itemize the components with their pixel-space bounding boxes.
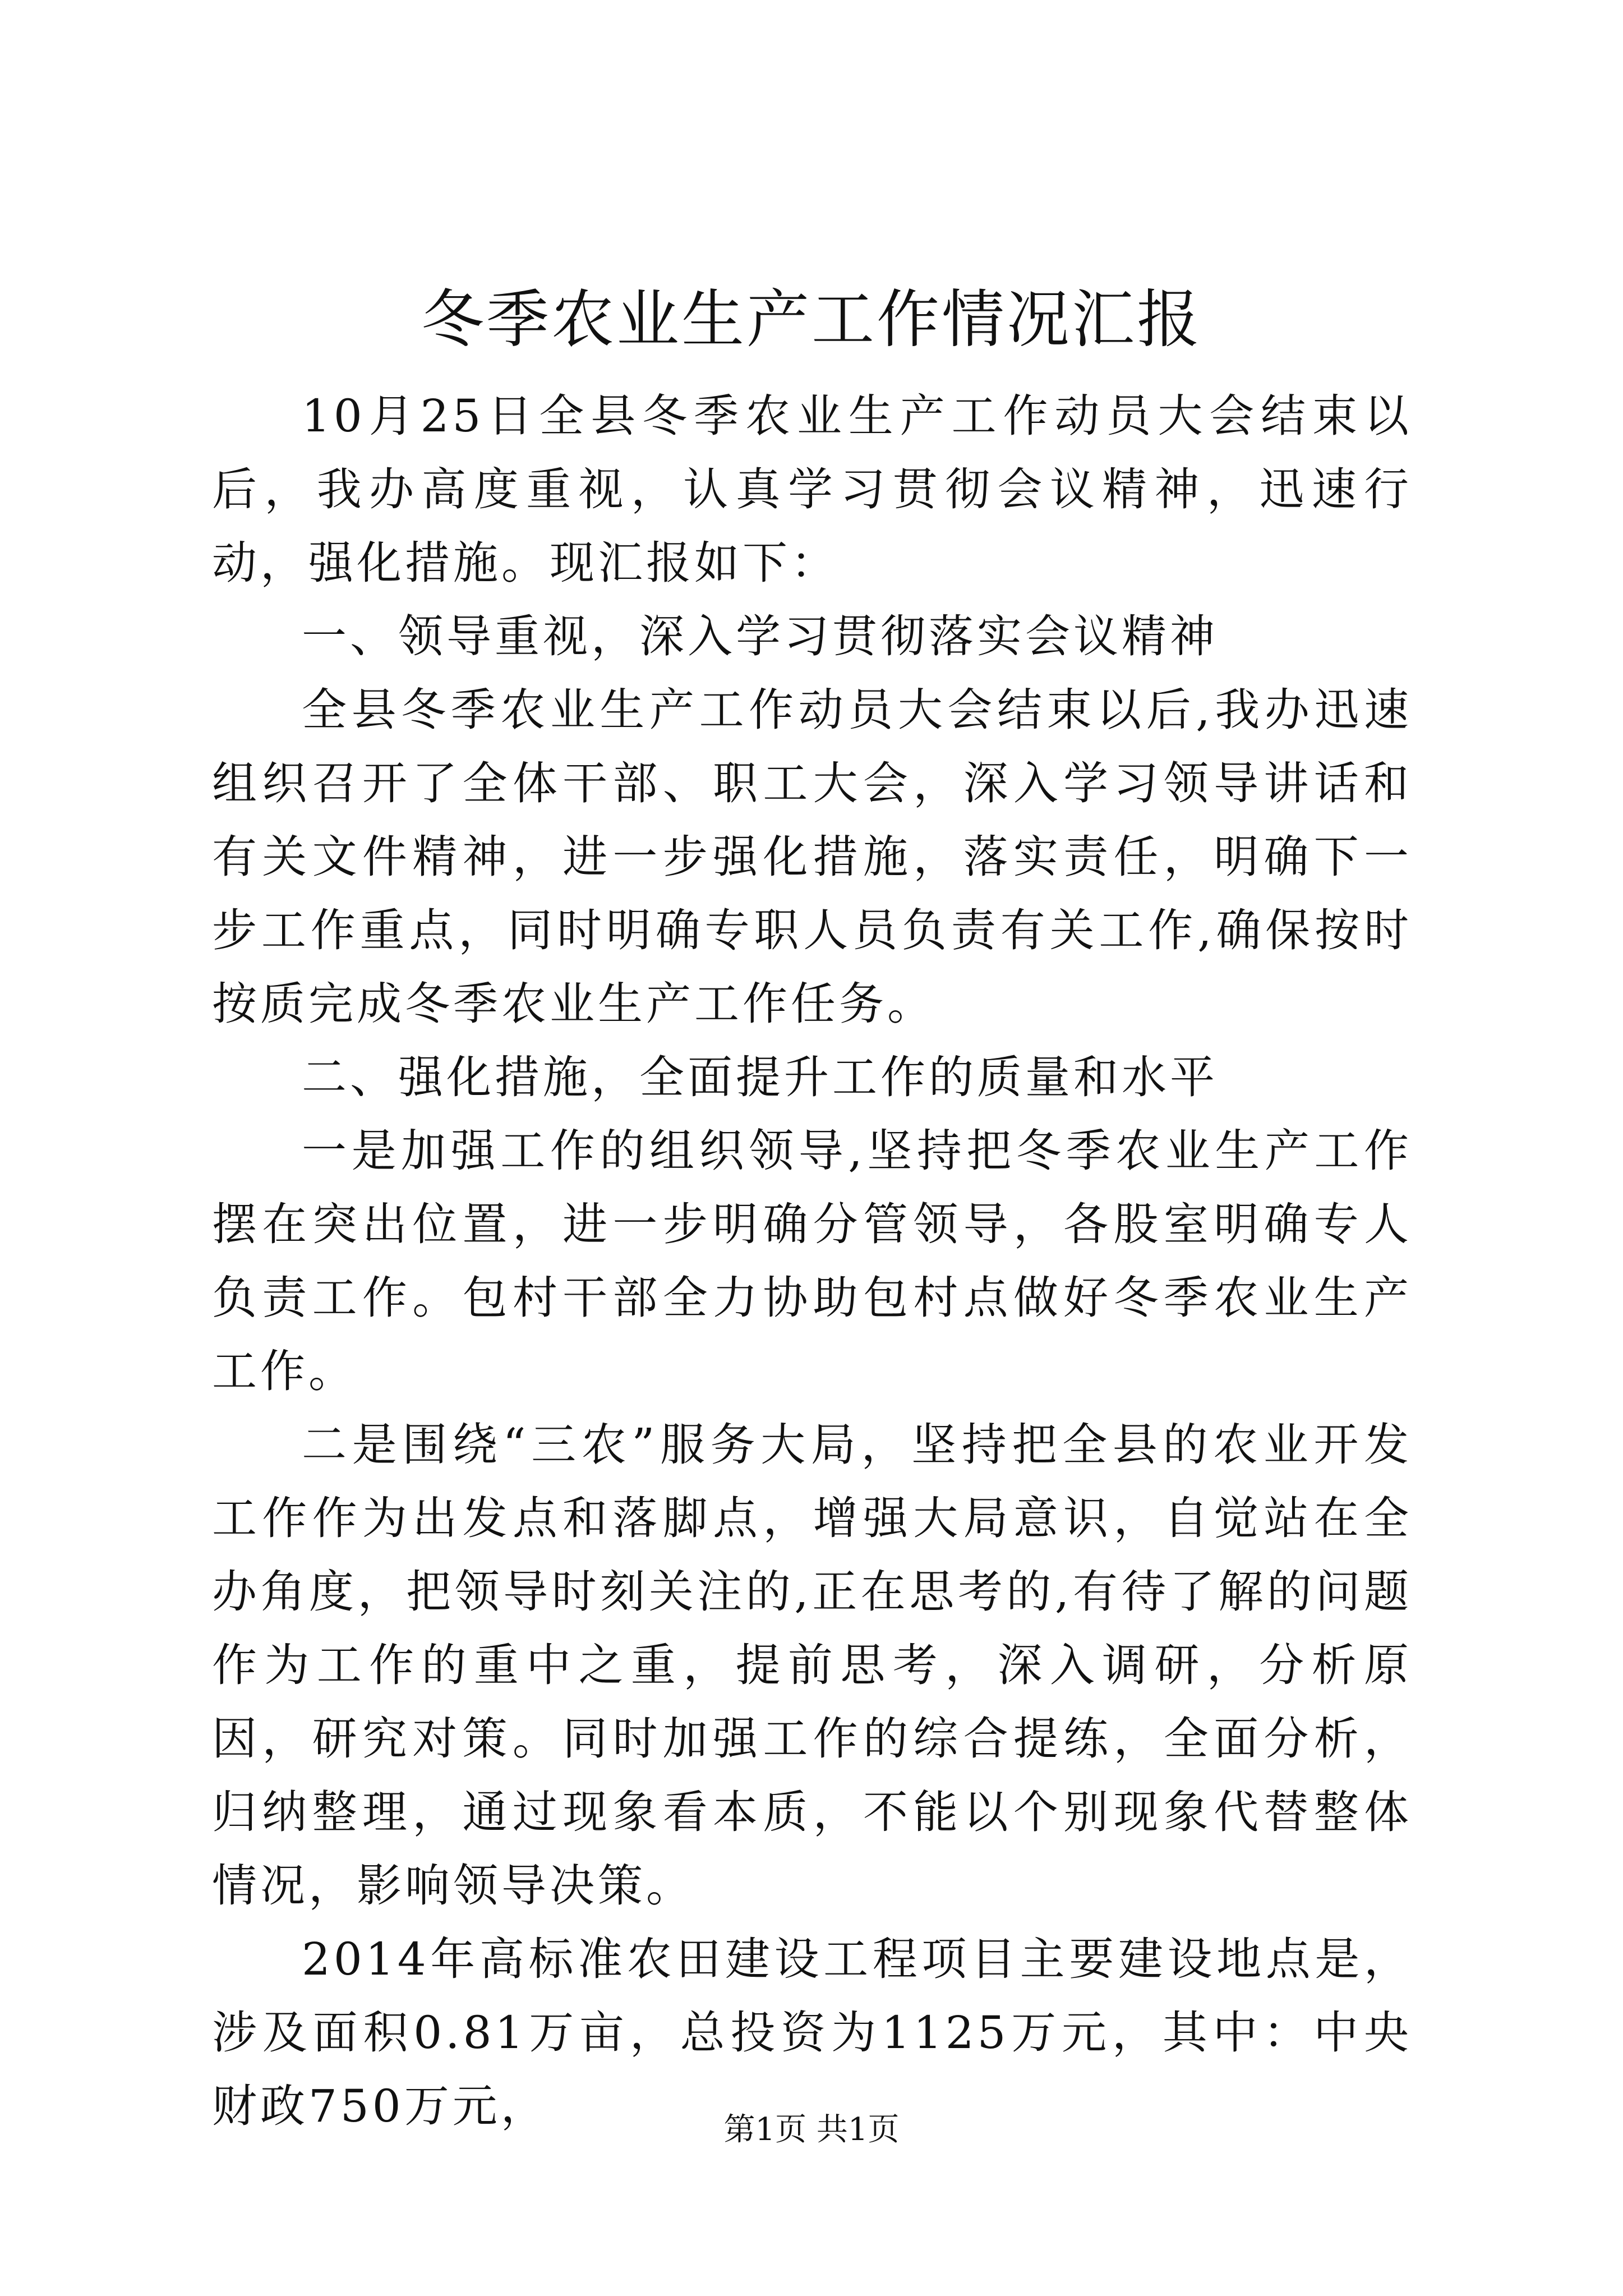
document-title: 冬季农业生产工作情况汇报: [421, 283, 1202, 356]
section-2-paragraph-1: 一是加强工作的组织领导,坚持把冬季农业生产工作摆在突出位置，进一步明确分管领导，各股室明确专人负责工作。包村干部全力协助包村点做好冬季农业生产工作。: [212, 1125, 1412, 1397]
section-2-paragraph-2: 二是围绕“三农”服务大局，坚持把全县的农业开发工作作为出发点和落脚点，增强大局意识，自觉站在全办角度，把领导时刻关注的,正在思考的,有待了解的问题作为工作的重中之重，提前思考，深入调研，分析原因，研究对策。同时加强工作的综合提练，全面分析，归纳整理，通过现象看本质，不能以个别现象代替整体情况，影响领导决策。: [212, 1419, 1412, 1912]
section-1-paragraph: 全县冬季农业生产工作动员大会结束以后,我办迅速组织召开了全体干部、职工大会，深入学习领导讲话和有关文件精神，进一步强化措施，落实责任，明确下一步工作重点，同时明确专职人员负责有关工作,确保按时按质完成冬季农业生产工作任务。: [212, 684, 1412, 1030]
section-heading-2: 二、强化措施，全面提升工作的质量和水平: [302, 1051, 1218, 1103]
project-paragraph: 2014年高标准农田建设工程项目主要建设地点是，涉及面积0.81万亩，总投资为1125万元，其中：中央财政750万元，: [212, 1933, 1412, 2132]
document-body: [212, 379, 1412, 2143]
page-footer: 第1页 共1页: [723, 2111, 900, 2148]
section-heading-1: 一、领导重视，深入学习贯彻落实会议精神: [302, 610, 1218, 662]
intro-paragraph: 10月25日全县冬季农业生产工作动员大会结束以后，我办高度重视，认真学习贯彻会议精神，迅速行动，强化措施。现汇报如下：: [212, 390, 1412, 589]
